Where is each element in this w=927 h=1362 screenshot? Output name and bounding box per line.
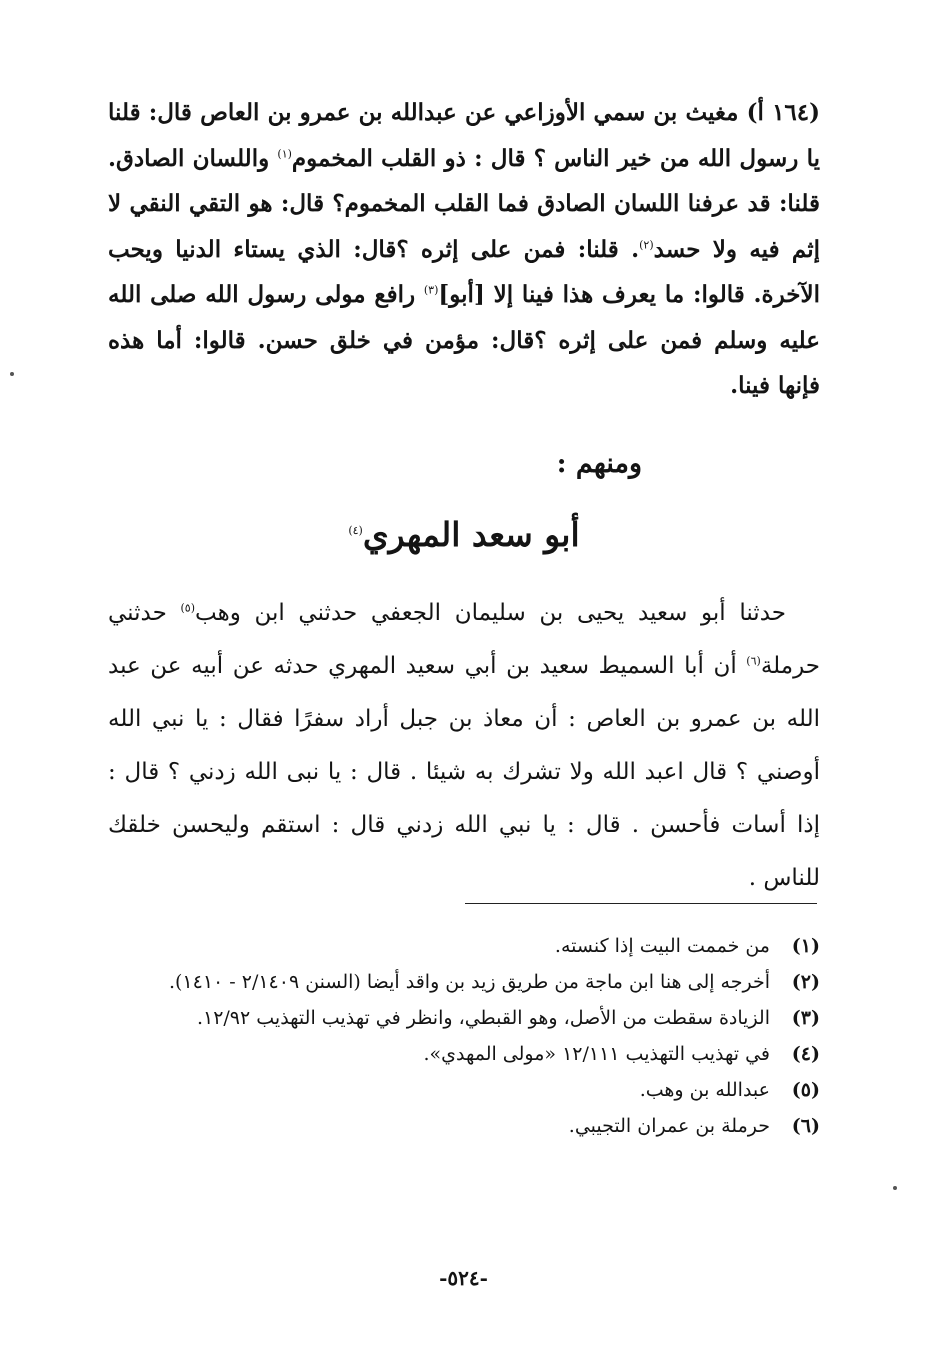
footnote-number: (١) — [791, 935, 820, 957]
footnote-text: من خممت البيت إذا كنسته. — [554, 935, 770, 957]
footnote-number: (٢) — [791, 971, 820, 993]
footnote-number: (٣) — [791, 1007, 820, 1029]
page-body — [108, 90, 820, 905]
narration-part-3: أن أبا السميط سعيد بن أبي سعيد المهري حدثه عن أبيه عن عبد الله بن عمرو بن العاص : أن معاذ بن جبل أراد سفرًا فقال : يا نبي الله أوصني ؟ قال اعبد الله ولا تشرك به شيئا . قال : يا نبى الله زدني ؟ قال : إذا أسات فأحسن . قال : يا نبي الله زدني قال : استقم وليحسن خلقك للناس . — [108, 652, 820, 891]
footnote-item — [120, 1036, 820, 1072]
footnote-item — [120, 964, 820, 1000]
footnote-ref-5: (٥) — [180, 600, 195, 614]
narration-part-1: حدثنا أبو سعيد يحيى بن سليمان الجعفي حدثني ابن وهب — [194, 599, 786, 626]
footnote-number: (٥) — [791, 1079, 820, 1101]
narration-paragraph — [108, 587, 820, 905]
scan-speck — [10, 372, 14, 376]
footnote-ref-4: (٤) — [348, 523, 363, 537]
footnote-ref-1: (١) — [277, 146, 292, 160]
footnote-text: حرملة بن عمران التجيبي. — [568, 1115, 770, 1137]
section-heading — [108, 507, 820, 563]
footnote-item — [120, 1000, 820, 1036]
entry-text-part-1: مغيث بن سمي الأوزاعي عن عبدالله بن عمرو بن العاص قال: قلنا يا رسول الله من خير الناس ؟ قال : ذو القلب المخموم — [108, 99, 820, 172]
footnote-text: عبدالله بن وهب. — [639, 1079, 770, 1101]
entry-164-paragraph — [108, 90, 820, 409]
footnotes-section — [120, 928, 820, 1144]
scan-speck — [893, 1186, 897, 1190]
entry-number: (١٦٤ أ) — [746, 99, 821, 126]
section-label: ومنهم : — [556, 447, 642, 479]
footnote-item — [120, 928, 820, 964]
heading-title: أبو سعد المهري — [362, 514, 580, 554]
narration-part-2: حدثني حرملة — [108, 599, 820, 679]
footnote-text: في تهذيب التهذيب ١٢/١١١ «مولى المهدي». — [423, 1043, 770, 1065]
footnote-item — [120, 1072, 820, 1108]
page-number: -٥٢٤- — [439, 1266, 488, 1290]
footnote-item — [120, 1108, 820, 1144]
footnote-ref-6: (٦) — [746, 653, 761, 667]
footnote-text: الزيادة سقطت من الأصل، وهو القبطي، وانظر في تهذيب التهذيب ١٢/٩٢. — [196, 1007, 770, 1029]
footnote-ref-2: (٢) — [639, 237, 654, 251]
footnote-number: (٦) — [791, 1115, 820, 1137]
footnote-separator — [465, 903, 817, 904]
footnote-ref-3: (٣) — [423, 283, 439, 297]
entry-text-part-4: رافع مولى رسول الله صلى الله عليه وسلم فمن على إثره ؟قال: مؤمن في خلق حسن. قالوا: أما هذه فإنها فينا. — [108, 281, 820, 399]
entry-text-part-3: . قلنا: فمن على إثره ؟قال: الذي يستاء الدنيا ويحب الآخرة. قالوا: ما يعرف هذا فينا إلا [أبو] — [108, 235, 820, 308]
entry-text-part-2: واللسان الصادق. قلنا: قد عرفنا اللسان الصادق فما القلب المخموم؟ قال: هو التقي النقي لا إثم فيه ولا حسد — [108, 144, 821, 263]
footnote-text: أخرجه إلى هنا ابن ماجة من طريق زيد بن واقد أيضا (السنن ٢/١٤٠٩ - ١٤١٠). — [168, 971, 770, 993]
footnote-number: (٤) — [791, 1043, 820, 1065]
